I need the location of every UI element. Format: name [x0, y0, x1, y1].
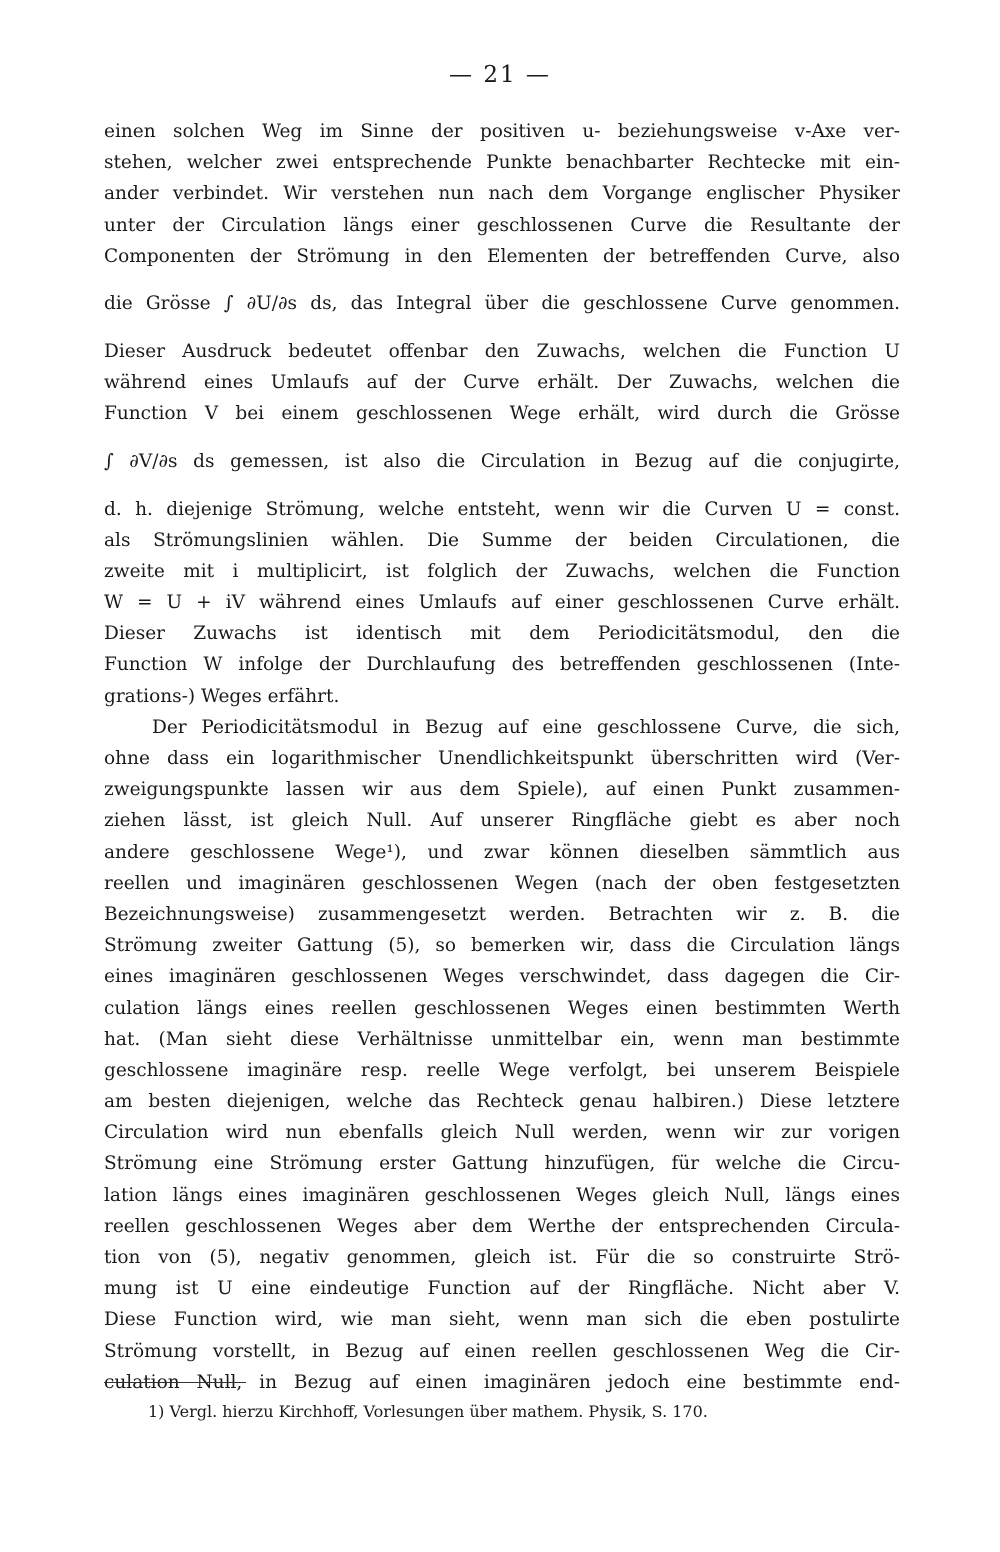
text-line: zweigungspunkte lassen wir aus dem Spiele), auf einen Punkt zusammen- [104, 779, 900, 801]
text-line: d. h. diejenige Strömung, welche entsteht, wenn wir die Curven U = const. [104, 498, 900, 520]
footnote-divider [104, 1382, 246, 1383]
text-line: lation längs eines imaginären geschlossenen Weges gleich Null, längs eines [104, 1184, 900, 1206]
text-line: Function W infolge der Durchlaufung des betreffenden geschlossenen (Inte- [104, 654, 900, 676]
text-line: culation längs eines reellen geschlossenen Weges einen bestimmten Werth [104, 997, 900, 1019]
text-line: stehen, welcher zwei entsprechende Punkte benachbarter Rechtecke mit ein- [104, 152, 900, 174]
text-line: Function V bei einem geschlossenen Wege erhält, wird durch die Grösse [104, 403, 900, 425]
text-line: Componenten der Strömung in den Elementen der betreffenden Curve, also [104, 245, 900, 267]
text-line: reellen geschlossenen Weges aber dem Werthe der entsprechenden Circula- [104, 1215, 900, 1237]
text-line: während eines Umlaufs auf der Curve erhält. Der Zuwachs, welchen die [104, 372, 900, 394]
text-line: Diese Function wird, wie man sieht, wenn man sich die eben postulirte [104, 1309, 900, 1331]
text-line: als Strömungslinien wählen. Die Summe der beiden Circulationen, die [104, 529, 900, 551]
text-line: grations-) Weges erfährt. [104, 685, 340, 707]
text-line: ander verbindet. Wir verstehen nun nach dem Vorgange englischer Physiker [104, 183, 900, 205]
text-line: Strömung vorstellt, in Bezug auf einen reellen geschlossenen Weg die Cir- [104, 1340, 900, 1362]
text-line-formula: die Grösse ∫ ∂U/∂s ds, das Integral über die geschlossene Curve genommen. [104, 292, 900, 314]
text-line: geschlossene imaginäre resp. reelle Wege verfolgt, bei unserem Beispiele [104, 1059, 900, 1081]
text-line-formula: ∫ ∂V/∂s ds gemessen, ist also die Circulation in Bezug auf die conjugirte, [104, 450, 900, 472]
text-line: ohne dass ein logarithmischer Unendlichkeitspunkt überschritten wird (Ver- [104, 748, 900, 769]
text-line: mung ist U eine eindeutige Function auf der Ringfläche. Nicht aber V. [104, 1278, 900, 1300]
text-line: am besten diejenigen, welche das Rechteck genau halbiren.) Diese letztere [104, 1091, 900, 1113]
text-line: Dieser Zuwachs ist identisch mit dem Periodicitätsmodul, den die [104, 623, 900, 645]
text-line: einen solchen Weg im Sinne der positiven u- beziehungsweise v-Axe ver- [104, 121, 900, 142]
text-line: reellen und imaginären geschlossenen Wegen (nach der oben festgesetzten [104, 872, 900, 894]
text-line: andere geschlossene Wege¹), und zwar können dieselben sämmtlich aus [104, 841, 900, 863]
text-line: tion von (5), negativ genommen, gleich ist. Für die so construirte Strö- [104, 1247, 900, 1268]
text-line: Strömung zweiter Gattung (5), so bemerken wir, dass die Circulation längs [104, 935, 900, 957]
paragraph-start-line: Der Periodicitätsmodul in Bezug auf eine geschlossene Curve, die sich, [152, 716, 900, 738]
text-line: Strömung eine Strömung erster Gattung hinzufügen, für welche die Circu- [104, 1153, 900, 1175]
text-line: Circulation wird nun ebenfalls gleich Null werden, wenn wir zur vorigen [104, 1122, 900, 1144]
text-line: Bezeichnungsweise) zusammengesetzt werden. Betrachten wir z. B. die [104, 903, 900, 925]
footnote: 1) Vergl. hierzu Kirchhoff, Vorlesungen über mathem. Physik, S. 170. [148, 1402, 708, 1421]
page-number: — 21 — [449, 62, 551, 88]
text-line: zweite mit i multiplicirt, ist folglich der Zuwachs, welchen die Function [104, 560, 900, 582]
text-line: culation Null, in Bezug auf einen imaginären jedoch eine bestimmte end- [104, 1371, 900, 1393]
text-line: W = U + iV während eines Umlaufs auf einer geschlossenen Curve erhält. [104, 592, 900, 614]
body-text [104, 116, 900, 1398]
text-line: ziehen lässt, ist gleich Null. Auf unserer Ringfläche giebt es aber noch [104, 810, 900, 832]
text-line: Dieser Ausdruck bedeutet offenbar den Zuwachs, welchen die Function U [104, 340, 900, 362]
text-line: eines imaginären geschlossenen Weges verschwindet, dass dagegen die Cir- [104, 966, 900, 988]
text-line: unter der Circulation längs einer geschlossenen Curve die Resultante der [104, 214, 900, 236]
text-line: hat. (Man sieht diese Verhältnisse unmittelbar ein, wenn man bestimmte [104, 1028, 900, 1050]
